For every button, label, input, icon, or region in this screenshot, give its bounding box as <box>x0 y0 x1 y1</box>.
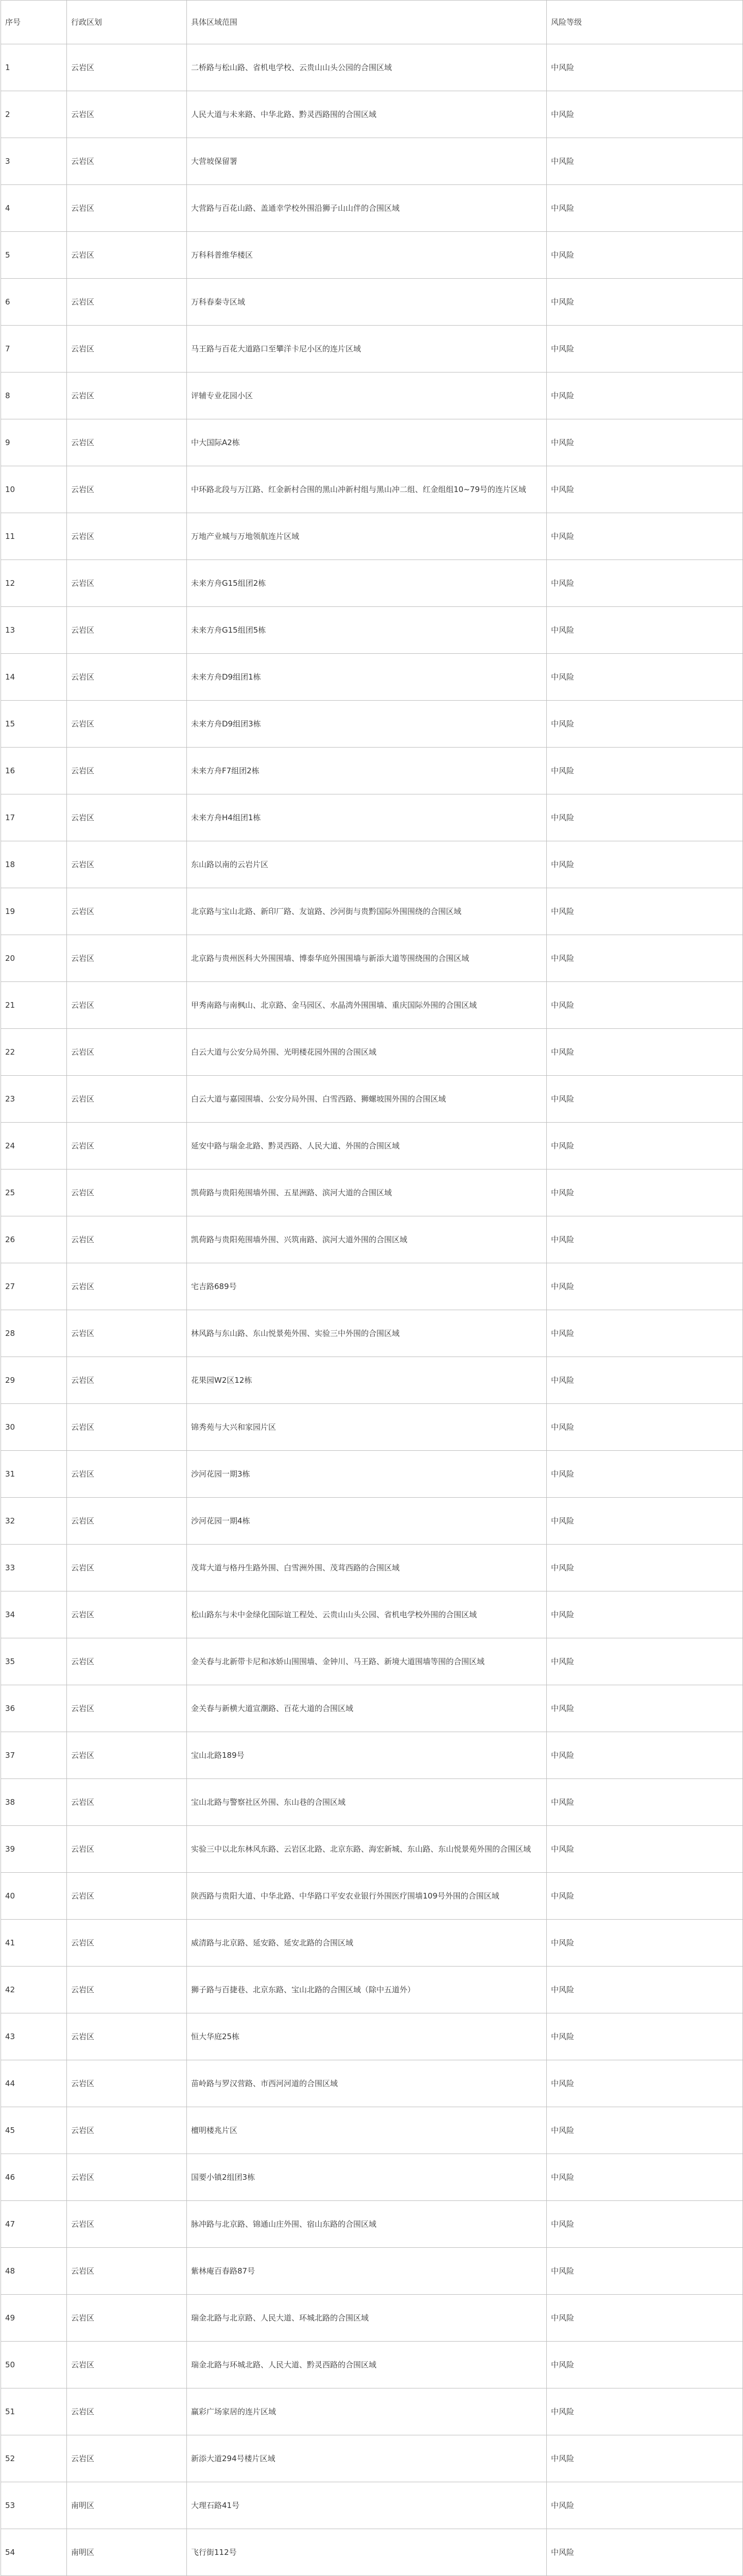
cell-district: 云岩区 <box>67 888 187 935</box>
cell-risk-level: 中风险 <box>547 1404 743 1451</box>
cell-risk-level: 中风险 <box>547 607 743 654</box>
cell-area-scope: 未来方舟D9组团1栋 <box>187 654 547 701</box>
cell-risk-level: 中风险 <box>547 91 743 138</box>
cell-district: 云岩区 <box>67 1732 187 1779</box>
cell-index: 46 <box>1 2154 67 2201</box>
cell-risk-level: 中风险 <box>547 1967 743 2013</box>
cell-risk-level: 中风险 <box>547 2060 743 2107</box>
cell-district: 南明区 <box>67 2482 187 2529</box>
table-row <box>1 1404 743 1451</box>
cell-index: 42 <box>1 1967 67 2013</box>
table-row <box>1 1591 743 1638</box>
cell-district: 云岩区 <box>67 91 187 138</box>
cell-area-scope: 甲秀南路与南枫山、北京路、金马园区、水晶湾外围围墙、重庆国际外围的合围区域 <box>187 982 547 1029</box>
cell-area-scope: 北京路与宝山北路、新印厂路、友谊路、沙河街与贵黔国际外围围绕的合围区域 <box>187 888 547 935</box>
document-page <box>1 0 742 2576</box>
cell-district: 云岩区 <box>67 44 187 91</box>
cell-index: 6 <box>1 279 67 326</box>
cell-risk-level: 中风险 <box>547 1779 743 1826</box>
cell-area-scope: 未来方舟G15组团2栋 <box>187 560 547 607</box>
cell-risk-level: 中风险 <box>547 1826 743 1873</box>
cell-district: 云岩区 <box>67 748 187 794</box>
cell-district: 云岩区 <box>67 326 187 372</box>
cell-index: 53 <box>1 2482 67 2529</box>
cell-district: 云岩区 <box>67 1029 187 1076</box>
cell-area-scope: 凯荷路与贵阳苑围墙外围、兴筑南路、滨河大道外围的合围区域 <box>187 1216 547 1263</box>
cell-index: 34 <box>1 1591 67 1638</box>
cell-area-scope: 赢彩广场家居的连片区域 <box>187 2388 547 2435</box>
cell-area-scope: 飞行街112号 <box>187 2529 547 2576</box>
cell-risk-level: 中风险 <box>547 748 743 794</box>
cell-index: 25 <box>1 1170 67 1216</box>
cell-district: 云岩区 <box>67 2201 187 2248</box>
header-district: 行政区划 <box>67 1 187 44</box>
cell-index: 35 <box>1 1638 67 1685</box>
table-body <box>1 44 743 2576</box>
cell-area-scope: 马王路与百花大道路口至攀洋卡尼小区的连片区域 <box>187 326 547 372</box>
cell-district: 云岩区 <box>67 279 187 326</box>
cell-index: 45 <box>1 2107 67 2154</box>
cell-district: 云岩区 <box>67 2060 187 2107</box>
table-row <box>1 1310 743 1357</box>
cell-area-scope: 金关春与北新带卡尼和冰娇山围围墙、金钟川、马王路、新境大道围墙等围的合围区域 <box>187 1638 547 1685</box>
table-row <box>1 701 743 748</box>
table-row <box>1 2342 743 2388</box>
cell-area-scope: 茂茸大道与格丹生路外围、白雪洲外围、茂茸西路的合围区域 <box>187 1545 547 1591</box>
cell-index: 36 <box>1 1685 67 1732</box>
cell-risk-level: 中风险 <box>547 560 743 607</box>
cell-risk-level: 中风险 <box>547 513 743 560</box>
cell-risk-level: 中风险 <box>547 1216 743 1263</box>
table-row <box>1 1498 743 1545</box>
cell-index: 29 <box>1 1357 67 1404</box>
table-row <box>1 654 743 701</box>
cell-risk-level: 中风险 <box>547 2435 743 2482</box>
cell-area-scope: 花果园W2区12栋 <box>187 1357 547 1404</box>
cell-risk-level: 中风险 <box>547 794 743 841</box>
cell-district: 南明区 <box>67 2529 187 2576</box>
cell-district: 云岩区 <box>67 1873 187 1920</box>
cell-risk-level: 中风险 <box>547 2248 743 2295</box>
cell-index: 27 <box>1 1263 67 1310</box>
cell-risk-level: 中风险 <box>547 1310 743 1357</box>
table-row <box>1 1967 743 2013</box>
cell-risk-level: 中风险 <box>547 654 743 701</box>
cell-risk-level: 中风险 <box>547 1076 743 1123</box>
table-row <box>1 1216 743 1263</box>
cell-risk-level: 中风险 <box>547 701 743 748</box>
cell-index: 32 <box>1 1498 67 1545</box>
cell-district: 云岩区 <box>67 1638 187 1685</box>
cell-area-scope: 凯荷路与贵阳苑围墙外围、五星洲路、滨河大道的合围区域 <box>187 1170 547 1216</box>
cell-area-scope: 锦秀苑与大兴和家园片区 <box>187 1404 547 1451</box>
cell-district: 云岩区 <box>67 419 187 466</box>
cell-risk-level: 中风险 <box>547 2342 743 2388</box>
cell-risk-level: 中风险 <box>547 935 743 982</box>
cell-index: 33 <box>1 1545 67 1591</box>
cell-index: 1 <box>1 44 67 91</box>
cell-area-scope: 紫林庵百春路87号 <box>187 2248 547 2295</box>
cell-index: 54 <box>1 2529 67 2576</box>
cell-district: 云岩区 <box>67 935 187 982</box>
cell-area-scope: 宅吉路689号 <box>187 1263 547 1310</box>
cell-index: 31 <box>1 1451 67 1498</box>
cell-area-scope: 未来方舟F7组团2栋 <box>187 748 547 794</box>
cell-district: 云岩区 <box>67 841 187 888</box>
table-row <box>1 1451 743 1498</box>
cell-index: 10 <box>1 466 67 513</box>
cell-risk-level: 中风险 <box>547 1920 743 1967</box>
table-row <box>1 1826 743 1873</box>
table-row <box>1 935 743 982</box>
cell-risk-level: 中风险 <box>547 185 743 232</box>
cell-index: 40 <box>1 1873 67 1920</box>
cell-risk-level: 中风险 <box>547 1357 743 1404</box>
table-row <box>1 419 743 466</box>
cell-area-scope: 国要小镇2组团3栋 <box>187 2154 547 2201</box>
cell-area-scope: 实验三中以北东林风东路、云岩区北路、北京东路、海宏新城、东山路、东山悦景苑外围的合围区域 <box>187 1826 547 1873</box>
header-area-scope: 具体区域范围 <box>187 1 547 44</box>
cell-risk-level: 中风险 <box>547 232 743 279</box>
cell-area-scope: 中大国际A2栋 <box>187 419 547 466</box>
cell-district: 云岩区 <box>67 1967 187 2013</box>
cell-district: 云岩区 <box>67 1779 187 1826</box>
cell-district: 云岩区 <box>67 1357 187 1404</box>
cell-district: 云岩区 <box>67 982 187 1029</box>
cell-index: 43 <box>1 2013 67 2060</box>
cell-risk-level: 中风险 <box>547 1638 743 1685</box>
table-row <box>1 1779 743 1826</box>
cell-area-scope: 林风路与东山路、东山悦景苑外围、实验三中外围的合围区域 <box>187 1310 547 1357</box>
table-row <box>1 2248 743 2295</box>
table-row <box>1 2388 743 2435</box>
table-row <box>1 2295 743 2342</box>
table-row <box>1 1123 743 1170</box>
cell-risk-level: 中风险 <box>547 372 743 419</box>
cell-index: 17 <box>1 794 67 841</box>
cell-district: 云岩区 <box>67 372 187 419</box>
table-row <box>1 513 743 560</box>
cell-risk-level: 中风险 <box>547 44 743 91</box>
table-row <box>1 1029 743 1076</box>
table-row <box>1 841 743 888</box>
table-row <box>1 794 743 841</box>
cell-district: 云岩区 <box>67 2013 187 2060</box>
table-row <box>1 279 743 326</box>
table-row <box>1 2435 743 2482</box>
cell-area-scope: 苗岭路与罗汉营路、市西河河道的合围区域 <box>187 2060 547 2107</box>
cell-index: 18 <box>1 841 67 888</box>
cell-risk-level: 中风险 <box>547 982 743 1029</box>
cell-risk-level: 中风险 <box>547 888 743 935</box>
cell-index: 30 <box>1 1404 67 1451</box>
table-row <box>1 2060 743 2107</box>
cell-area-scope: 檀明楼兆片区 <box>187 2107 547 2154</box>
cell-risk-level: 中风险 <box>547 279 743 326</box>
cell-area-scope: 万地产业城与万地领航连片区域 <box>187 513 547 560</box>
cell-district: 云岩区 <box>67 794 187 841</box>
cell-risk-level: 中风险 <box>547 1685 743 1732</box>
cell-area-scope: 狮子路与百捷巷、北京东路、宝山北路的合围区域（除中五道外） <box>187 1967 547 2013</box>
table-row <box>1 1873 743 1920</box>
cell-area-scope: 白云大道与公安分局外围、光明楼花园外围的合围区域 <box>187 1029 547 1076</box>
cell-index: 21 <box>1 982 67 1029</box>
cell-index: 28 <box>1 1310 67 1357</box>
cell-district: 云岩区 <box>67 513 187 560</box>
cell-district: 云岩区 <box>67 1591 187 1638</box>
table-row <box>1 466 743 513</box>
cell-risk-level: 中风险 <box>547 2201 743 2248</box>
cell-district: 云岩区 <box>67 2342 187 2388</box>
cell-index: 12 <box>1 560 67 607</box>
table-row <box>1 1263 743 1310</box>
cell-risk-level: 中风险 <box>547 2388 743 2435</box>
cell-risk-level: 中风险 <box>547 1873 743 1920</box>
table-row <box>1 326 743 372</box>
cell-risk-level: 中风险 <box>547 466 743 513</box>
cell-area-scope: 未来方舟H4组团1栋 <box>187 794 547 841</box>
cell-index: 38 <box>1 1779 67 1826</box>
cell-index: 37 <box>1 1732 67 1779</box>
cell-index: 4 <box>1 185 67 232</box>
cell-risk-level: 中风险 <box>547 138 743 185</box>
cell-area-scope: 沙河花园一期3栋 <box>187 1451 547 1498</box>
cell-area-scope: 威清路与北京路、延安路、延安北路的合围区域 <box>187 1920 547 1967</box>
cell-district: 云岩区 <box>67 560 187 607</box>
table-row <box>1 1638 743 1685</box>
table-header-row <box>1 1 743 44</box>
cell-risk-level: 中风险 <box>547 1591 743 1638</box>
table-row <box>1 1076 743 1123</box>
table-row <box>1 2107 743 2154</box>
cell-risk-level: 中风险 <box>547 1263 743 1310</box>
cell-area-scope: 评辅专业花园小区 <box>187 372 547 419</box>
cell-index: 26 <box>1 1216 67 1263</box>
cell-area-scope: 万科科普维华楼区 <box>187 232 547 279</box>
cell-index: 20 <box>1 935 67 982</box>
header-index: 序号 <box>1 1 67 44</box>
cell-district: 云岩区 <box>67 1076 187 1123</box>
cell-district: 云岩区 <box>67 1920 187 1967</box>
cell-district: 云岩区 <box>67 1498 187 1545</box>
header-risk-level: 风险等级 <box>547 1 743 44</box>
cell-area-scope: 二桥路与松山路、省机电学校、云贵山山头公园的合围区域 <box>187 44 547 91</box>
cell-index: 39 <box>1 1826 67 1873</box>
cell-risk-level: 中风险 <box>547 2529 743 2576</box>
table-row <box>1 1545 743 1591</box>
cell-area-scope: 恒大华庭25栋 <box>187 2013 547 2060</box>
cell-index: 11 <box>1 513 67 560</box>
cell-risk-level: 中风险 <box>547 1732 743 1779</box>
cell-area-scope: 中环路北段与万江路、红金新村合围的黑山冲新村组与黑山冲二组、红金组组10~79号的连片区域 <box>187 466 547 513</box>
cell-risk-level: 中风险 <box>547 1451 743 1498</box>
cell-area-scope: 未来方舟G15组团5栋 <box>187 607 547 654</box>
cell-area-scope: 宝山北路189号 <box>187 1732 547 1779</box>
cell-district: 云岩区 <box>67 1404 187 1451</box>
cell-area-scope: 白云大道与嘉园围墙、公安分局外围、白雪西路、狮螺坡围外围的合围区域 <box>187 1076 547 1123</box>
cell-district: 云岩区 <box>67 607 187 654</box>
cell-index: 49 <box>1 2295 67 2342</box>
cell-risk-level: 中风险 <box>547 1498 743 1545</box>
cell-index: 23 <box>1 1076 67 1123</box>
table-row <box>1 1170 743 1216</box>
cell-district: 云岩区 <box>67 1310 187 1357</box>
table-row <box>1 1920 743 1967</box>
cell-area-scope: 瑞金北路与环城北路、人民大道、黔灵西路的合围区域 <box>187 2342 547 2388</box>
cell-risk-level: 中风险 <box>547 1029 743 1076</box>
table-row <box>1 372 743 419</box>
cell-district: 云岩区 <box>67 701 187 748</box>
table-row <box>1 232 743 279</box>
cell-risk-level: 中风险 <box>547 2482 743 2529</box>
table-row <box>1 91 743 138</box>
cell-index: 24 <box>1 1123 67 1170</box>
cell-district: 云岩区 <box>67 1545 187 1591</box>
cell-district: 云岩区 <box>67 466 187 513</box>
table-row <box>1 185 743 232</box>
cell-risk-level: 中风险 <box>547 2154 743 2201</box>
cell-risk-level: 中风险 <box>547 1170 743 1216</box>
cell-district: 云岩区 <box>67 1123 187 1170</box>
table-row <box>1 2154 743 2201</box>
table-row <box>1 1685 743 1732</box>
cell-district: 云岩区 <box>67 2154 187 2201</box>
cell-index: 22 <box>1 1029 67 1076</box>
cell-area-scope: 万科春秦寺区域 <box>187 279 547 326</box>
cell-area-scope: 未来方舟D9组团3栋 <box>187 701 547 748</box>
risk-area-table <box>1 0 743 2576</box>
cell-district: 云岩区 <box>67 2107 187 2154</box>
cell-risk-level: 中风险 <box>547 2013 743 2060</box>
cell-district: 云岩区 <box>67 2435 187 2482</box>
cell-risk-level: 中风险 <box>547 2295 743 2342</box>
cell-area-scope: 东山路以南的云岩片区 <box>187 841 547 888</box>
table-row <box>1 888 743 935</box>
cell-index: 19 <box>1 888 67 935</box>
cell-risk-level: 中风险 <box>547 1123 743 1170</box>
cell-district: 云岩区 <box>67 1685 187 1732</box>
cell-district: 云岩区 <box>67 2388 187 2435</box>
cell-district: 云岩区 <box>67 2248 187 2295</box>
table-row <box>1 2529 743 2576</box>
cell-area-scope: 陕西路与贵阳大道、中华北路、中华路口平安农业银行外围医疗围墙109号外围的合围区域 <box>187 1873 547 1920</box>
cell-index: 15 <box>1 701 67 748</box>
cell-risk-level: 中风险 <box>547 419 743 466</box>
cell-district: 云岩区 <box>67 654 187 701</box>
cell-area-scope: 大营路与百花山路、盖通幸学校外围沿狮子山山伴的合围区域 <box>187 185 547 232</box>
cell-district: 云岩区 <box>67 1263 187 1310</box>
cell-index: 8 <box>1 372 67 419</box>
cell-district: 云岩区 <box>67 232 187 279</box>
cell-risk-level: 中风险 <box>547 2107 743 2154</box>
table-row <box>1 1732 743 1779</box>
cell-district: 云岩区 <box>67 1216 187 1263</box>
cell-index: 16 <box>1 748 67 794</box>
cell-index: 51 <box>1 2388 67 2435</box>
cell-area-scope: 宝山北路与警察社区外围、东山巷的合围区域 <box>187 1779 547 1826</box>
table-row <box>1 748 743 794</box>
table-row <box>1 2013 743 2060</box>
cell-index: 3 <box>1 138 67 185</box>
table-row <box>1 2201 743 2248</box>
cell-index: 14 <box>1 654 67 701</box>
cell-area-scope: 大理石路41号 <box>187 2482 547 2529</box>
cell-area-scope: 延安中路与瑞金北路、黔灵西路、人民大道、外围的合围区域 <box>187 1123 547 1170</box>
cell-index: 2 <box>1 91 67 138</box>
table-row <box>1 982 743 1029</box>
table-row <box>1 44 743 91</box>
cell-district: 云岩区 <box>67 1451 187 1498</box>
cell-index: 13 <box>1 607 67 654</box>
cell-district: 云岩区 <box>67 1170 187 1216</box>
cell-area-scope: 大营坡保留署 <box>187 138 547 185</box>
cell-index: 9 <box>1 419 67 466</box>
cell-risk-level: 中风险 <box>547 841 743 888</box>
cell-district: 云岩区 <box>67 1826 187 1873</box>
cell-index: 5 <box>1 232 67 279</box>
cell-index: 47 <box>1 2201 67 2248</box>
cell-index: 41 <box>1 1920 67 1967</box>
cell-district: 云岩区 <box>67 138 187 185</box>
cell-district: 云岩区 <box>67 185 187 232</box>
table-row <box>1 607 743 654</box>
cell-district: 云岩区 <box>67 2295 187 2342</box>
cell-area-scope: 松山路东与未中金绿化国际谊工程处、云贵山山头公园、省机电学校外围的合围区域 <box>187 1591 547 1638</box>
cell-area-scope: 脉冲路与北京路、锦通山庄外围、宿山东路的合围区域 <box>187 2201 547 2248</box>
cell-area-scope: 金关春与新横大道宣潮路、百花大道的合围区域 <box>187 1685 547 1732</box>
cell-area-scope: 北京路与贵州医科大外围围墙、博泰华庭外围围墙与新添大道等围绕围的合围区域 <box>187 935 547 982</box>
cell-area-scope: 瑞金北路与北京路、人民大道、环城北路的合围区域 <box>187 2295 547 2342</box>
table-row <box>1 1357 743 1404</box>
cell-area-scope: 沙河花园一期4栋 <box>187 1498 547 1545</box>
cell-risk-level: 中风险 <box>547 1545 743 1591</box>
cell-index: 44 <box>1 2060 67 2107</box>
cell-area-scope: 人民大道与未来路、中华北路、黔灵西路围的合围区域 <box>187 91 547 138</box>
cell-index: 7 <box>1 326 67 372</box>
cell-index: 52 <box>1 2435 67 2482</box>
cell-index: 50 <box>1 2342 67 2388</box>
cell-index: 48 <box>1 2248 67 2295</box>
cell-area-scope: 新添大道294号楼片区域 <box>187 2435 547 2482</box>
table-row <box>1 560 743 607</box>
table-row <box>1 2482 743 2529</box>
table-row <box>1 138 743 185</box>
cell-risk-level: 中风险 <box>547 326 743 372</box>
